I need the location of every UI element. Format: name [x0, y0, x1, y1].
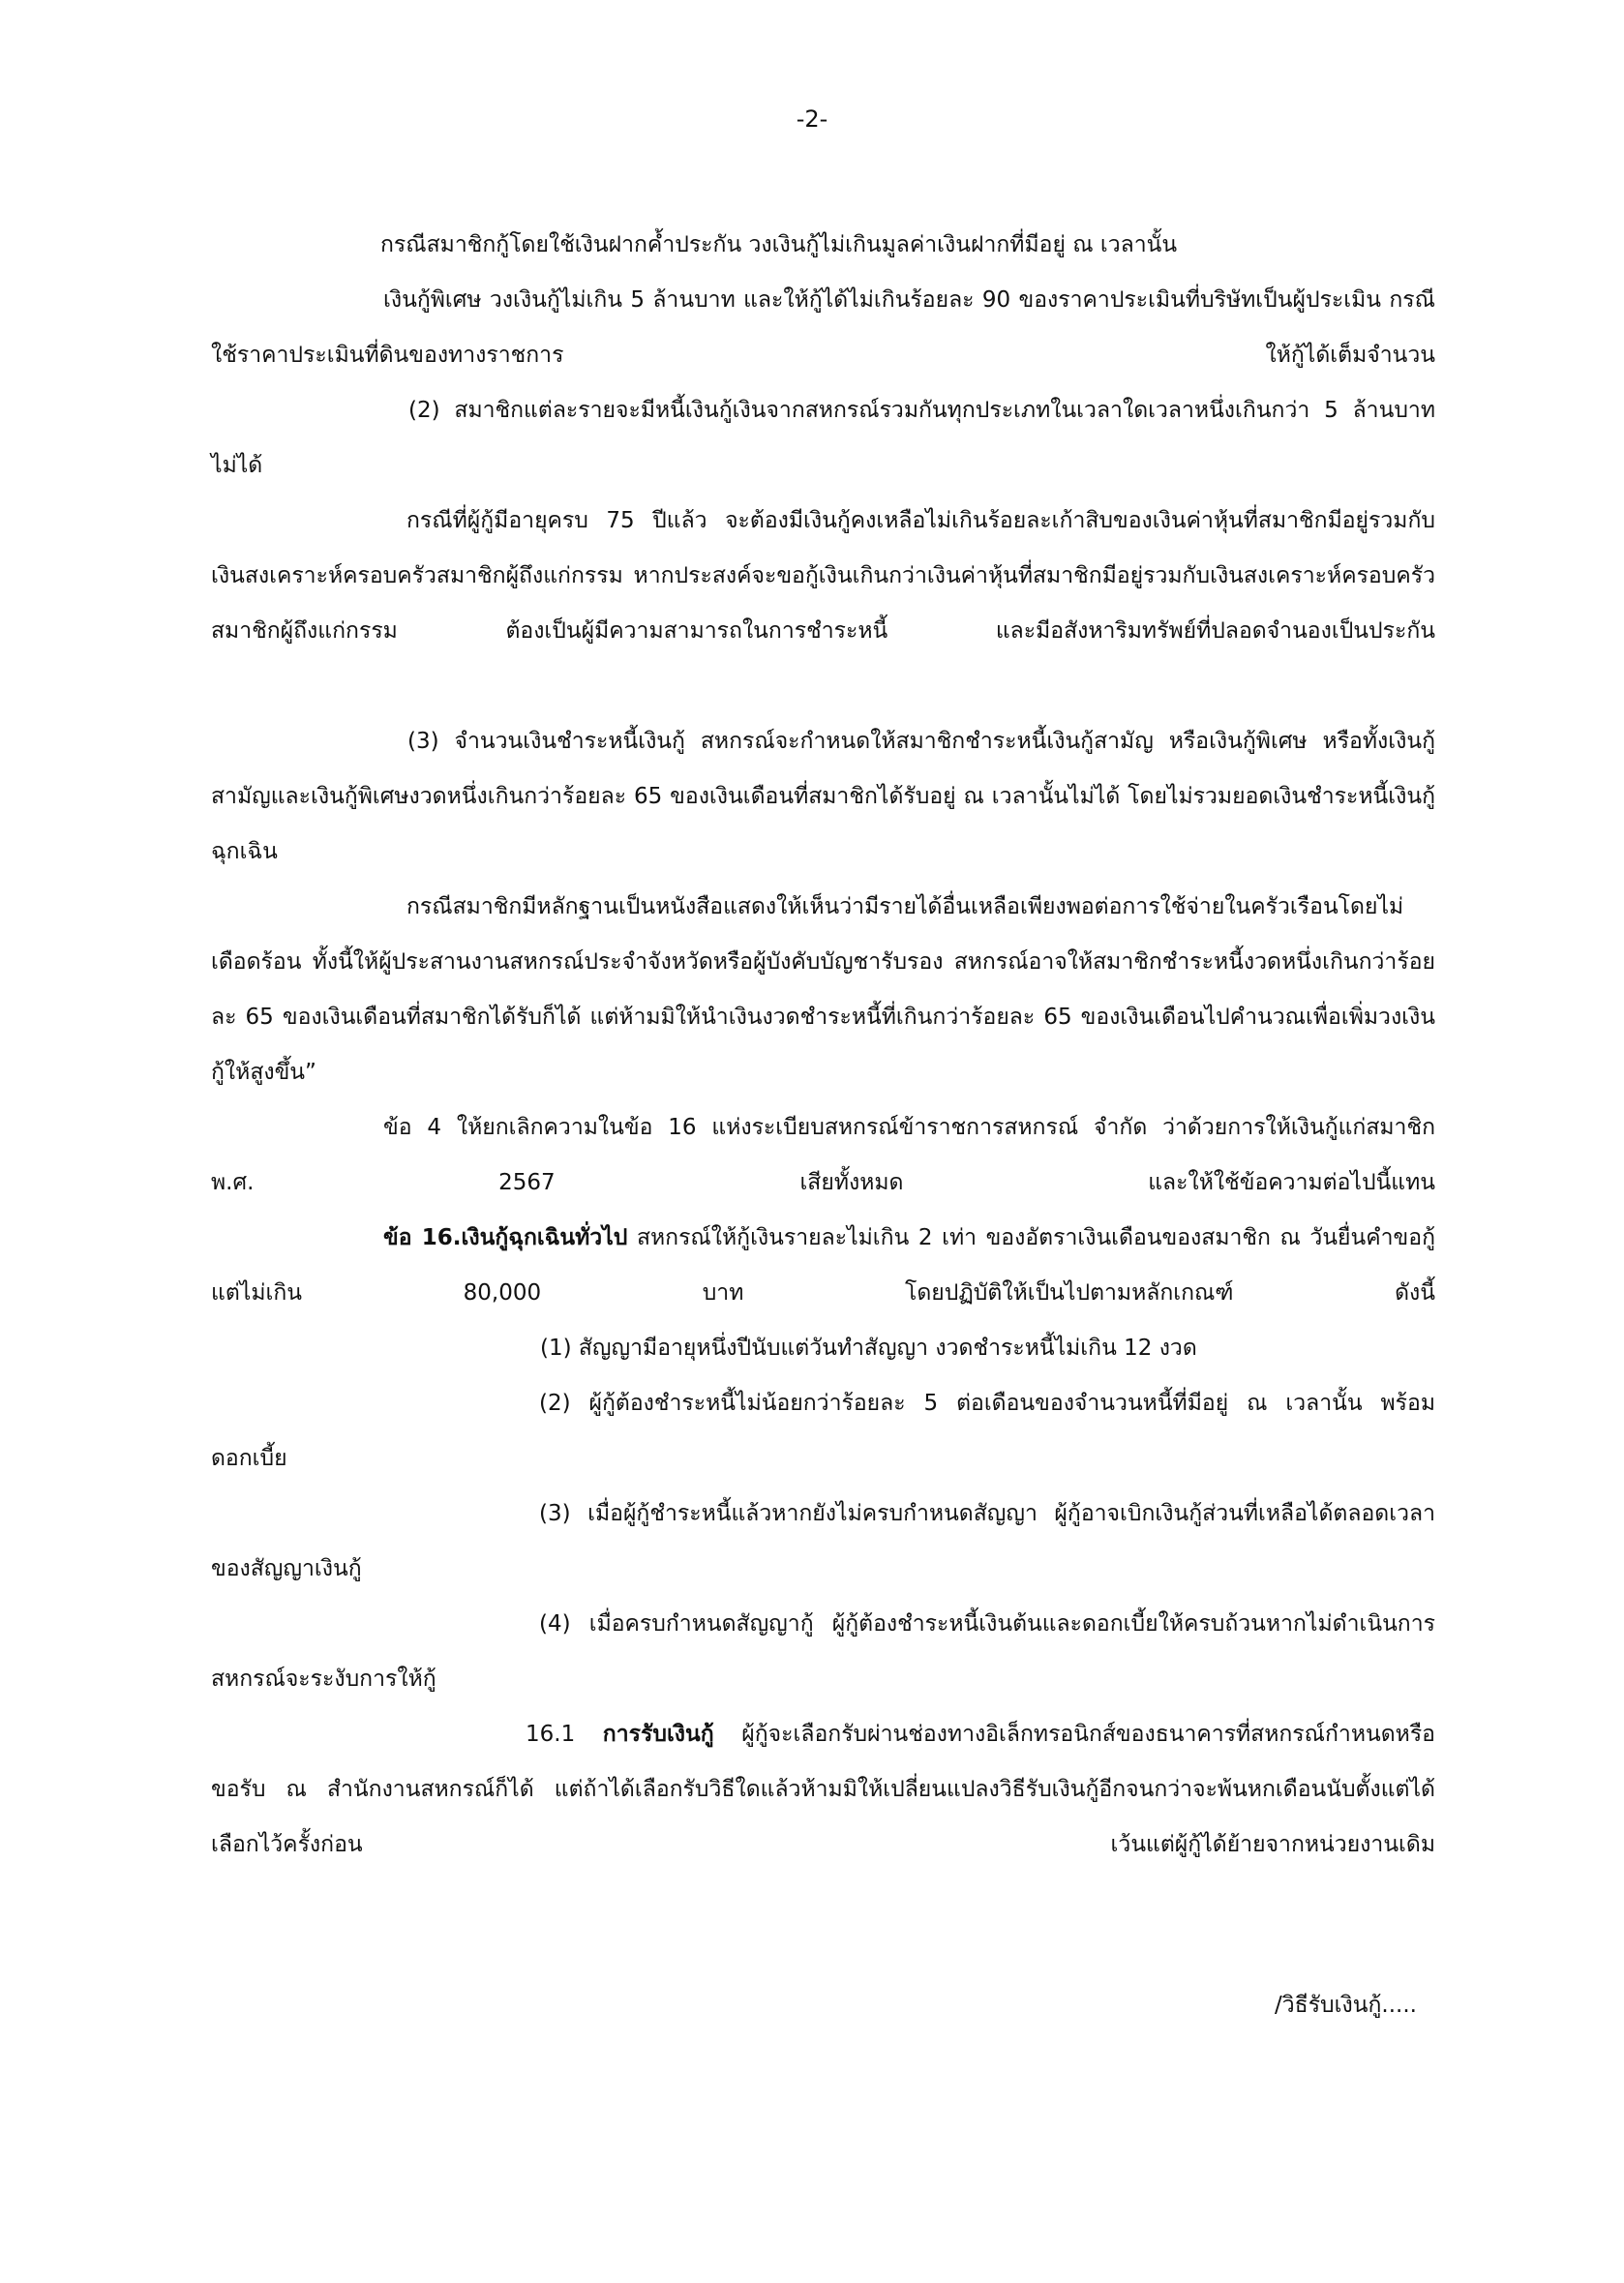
paragraph-item-3: (3) เมื่อผู้กู้ชำระหนี้แล้วหากยังไม่ครบกำหนดสัญญา ผู้กู้อาจเบิกเงินกู้ส่วนที่เหลือได้ตลอดเวลาของสัญญาเงินกู้ [211, 1501, 1435, 1581]
continuation-reference: /วิธีรับเงินกู้..... [1275, 1993, 1417, 2018]
paragraph-special-loan: เงินกู้พิเศษ วงเงินกู้ไม่เกิน 5 ล้านบาท และให้กู้ได้ไม่เกินร้อยละ 90 ของราคาประเมินที่บริษัทเป็นผู้ประเมิน กรณีใช้ราคาประเมินที่ดินของทางราชการ ให้กู้ได้เต็มจำนวน [211, 287, 1435, 368]
clause-16-1-heading: การรับเงินกู้ [602, 1722, 714, 1747]
paragraph-article-16 [211, 1211, 1435, 1321]
paragraph-item-2: (2) ผู้กู้ต้องชำระหนี้ไม่น้อยกว่าร้อยละ 5 ต่อเดือนของจำนวนหนี้ที่มีอยู่ ณ เวลานั้น พร้อมดอกเบี้ย [211, 1391, 1435, 1471]
paragraph-clause-3: (3) จำนวนเงินชำระหนี้เงินกู้ สหกรณ์จะกำหนดให้สมาชิกชำระหนี้เงินกู้สามัญ หรือเงินกู้พิเศษ หรือทั้งเงินกู้สามัญและเงินกู้พิเศษงวดหนึ่งเกินกว่าร้อยละ 65 ของเงินเดือนที่สมาชิกได้รับอยู่ ณ เวลานั้นไม่ได้ โดยไม่รวมยอดเงินชำระหนี้เงินกู้ฉุกเฉิน [211, 729, 1435, 864]
paragraph-deposit-loan: กรณีสมาชิกกู้โดยใช้เงินฝากค้ำประกัน วงเงินกู้ไม่เกินมูลค่าเงินฝากที่มีอยู่ ณ เวลานั้น [380, 232, 1178, 257]
article-16-heading: ข้อ 16.เงินกู้ฉุกเฉินทั่วไป [383, 1225, 628, 1250]
page-number: -2- [796, 105, 828, 133]
clause-16-1-number: 16.1 [526, 1722, 603, 1747]
paragraph-item-4: (4) เมื่อครบกำหนดสัญญากู้ ผู้กู้ต้องชำระหนี้เงินต้นและดอกเบี้ยให้ครบถ้วนหากไม่ดำเนินการ สหกรณ์จะระงับการให้กู้ [211, 1611, 1435, 1692]
paragraph-other-income: กรณีสมาชิกมีหลักฐานเป็นหนังสือแสดงให้เห็นว่ามีรายได้อื่นเหลือเพียงพอต่อการใช้จ่ายในครัวเรือนโดยไม่เดือดร้อน ทั้งนี้ให้ผู้ประสานงานสหกรณ์ประจำจังหวัดหรือผู้บังคับบัญชารับรอง สหกรณ์อาจให้สมาชิกชำระหนี้งวดหนึ่งเกินกว่าร้อยละ 65 ของเงินเดือนที่สมาชิกได้รับก็ได้ แต่ห้ามมิให้นำเงินงวดชำระหนี้ที่เกินกว่าร้อยละ 65 ของเงินเดือนไปคำนวณเพื่อเพิ่มวงเงินกู้ให้สูงขึ้น” [211, 894, 1435, 1085]
paragraph-clause-2: (2) สมาชิกแต่ละรายจะมีหนี้เงินกู้เงินจากสหกรณ์รวมกันทุกประเภทในเวลาใดเวลาหนึ่งเกินกว่า 5 ล้านบาท ไม่ได้ [211, 398, 1435, 478]
paragraph-item-1: (1) สัญญามีอายุหนึ่งปีนับแต่วันทำสัญญา งวดชำระหนี้ไม่เกิน 12 งวด [540, 1336, 1197, 1361]
paragraph-age-75: กรณีที่ผู้กู้มีอายุครบ 75 ปีแล้ว จะต้องมีเงินกู้คงเหลือไม่เกินร้อยละเก้าสิบของเงินค่าหุ้นที่สมาชิกมีอยู่รวมกับเงินสงเคราะห์ครอบครัวสมาชิกผู้ถึงแก่กรรม หากประสงค์จะขอกู้เงินเกินกว่าเงินค่าหุ้นที่สมาชิกมีอยู่รวมกับเงินสงเคราะห์ครอบครัวสมาชิกผู้ถึงแก่กรรม ต้องเป็นผู้มีความสามารถในการชำระหนี้ และมีอสังหาริมทรัพย์ที่ปลอดจำนองเป็นประกัน [211, 508, 1435, 644]
paragraph-16-1 [211, 1707, 1435, 1873]
clause-16-1-body: ผู้กู้จะเลือกรับผ่านช่องทางอิเล็กทรอนิกส์ของธนาคารที่สหกรณ์กำหนดหรือขอรับ ณ สำนักงานสหกรณ์ก็ได้ แต่ถ้าได้เลือกรับวิธีใดแล้วห้ามมิให้เปลี่ยนแปลงวิธีรับเงินกู้อีกจนกว่าจะพ้นหกเดือนนับตั้งแต่ได้เลือกไว้ครั้งก่อน เว้นแต่ผู้กู้ได้ย้ายจากหน่วยงานเดิม [211, 1722, 1435, 1857]
paragraph-article-4: ข้อ 4 ให้ยกเลิกความในข้อ 16 แห่งระเบียบสหกรณ์ข้าราชการสหกรณ์ จำกัด ว่าด้วยการให้เงินกู้แก่สมาชิก พ.ศ. 2567 เสียทั้งหมด และให้ใช้ข้อความต่อไปนี้แทน [211, 1115, 1435, 1195]
article-16-body: สหกรณ์ให้กู้เงินรายละไม่เกิน 2 เท่า ของอัตราเงินเดือนของสมาชิก ณ วันยื่นคำขอกู้ แต่ไม่เกิน 80,000 บาท โดยปฏิบัติให้เป็นไปตามหลักเกณฑ์ ดังนี้ [211, 1225, 1435, 1306]
